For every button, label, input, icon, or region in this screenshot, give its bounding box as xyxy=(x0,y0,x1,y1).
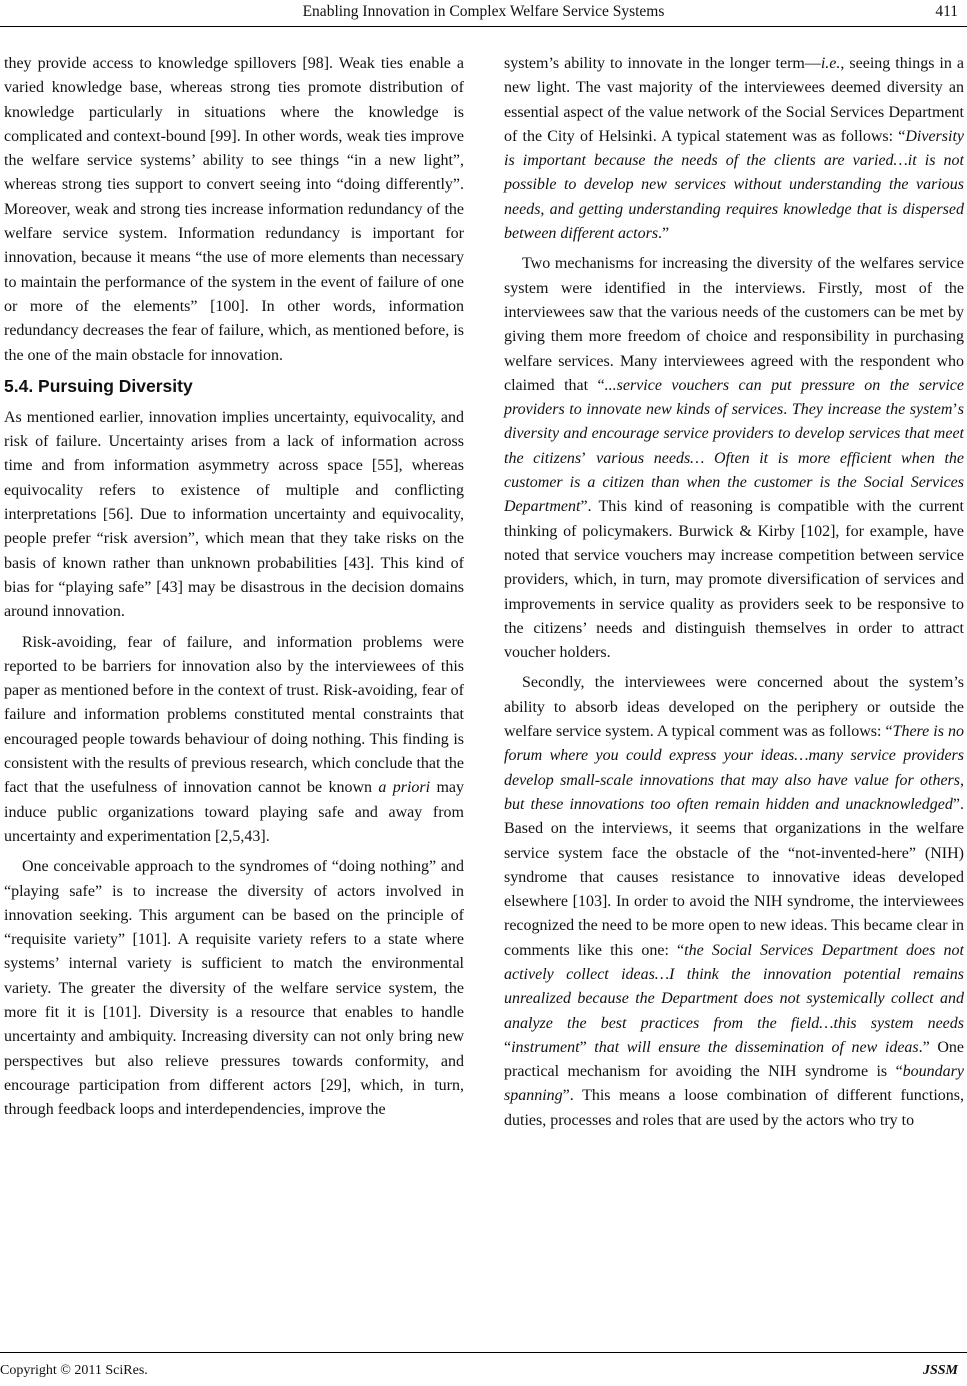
italic-quote: boundary spanning xyxy=(504,1063,964,1105)
paragraph-service-vouchers xyxy=(504,252,964,665)
paragraph-weak-strong-ties: they provide access to knowledge spillovers [98]. Weak ties enable a varied knowledge base, whereas strong ties promote distribution of knowledge particularly in situations where the knowledge is complicated and context-bound [99]. In other words, weak ties improve the welfare service systems’ ability to see things “in a new light”, whereas strong ties support to convert seeing into “doing differently”. Moreover, weak and strong ties increase information redundancy of the welfare service system. Information redundancy is important for innovation, because it means “the use of more elements than necessary to maintain the performance of the system in the event of failure of one or more of the elements” [100]. In other words, information redundancy decreases the fear of failure, which, as mentioned before, is the one of the main obstacle for innovation. xyxy=(4,55,464,364)
text-run: Secondly, the interviewees were concerned about the system’s ability to absorb ideas developed on the periphery or outside the welfare service system. A typical comment was as follows: “ xyxy=(504,674,964,741)
text-run: ”. Based on the interviews, it seems that organizations in the welfare service system face the obstacle of the “not-invented-here” (NIH) syndrome that causes resistance to innovative ideas developed elsewhere [103]. In order to avoid the NIH syndrome, the interviewees recognized the need to be more open to new ideas. This became clear in comments like this one: “ xyxy=(504,795,964,959)
italic-quote: but these innovations too often remain hidden and unacknowledged xyxy=(504,795,953,813)
paragraph-diversity-continued xyxy=(504,52,964,246)
paragraph-requisite-variety: One conceivable approach to the syndromes of “doing nothing” and “playing safe” is to increase the diversity of actors involved in innovation seeking. This argument can be based on the principle of “requisite variety” [101]. A requisite variety refers to a state where systems’ internal variety is sufficient to match the environmental variety. The greater the diversity of the welfare service system, the more fit it is [101]. Diversity is a resource that enables to handle uncertainty and ambiquity. Increasing diversity can not only bring new perspectives but also relieve pressures towards conformity, and encourage participation from different actors [29], which, in turn, through feedback loops and interdependencies, improve the xyxy=(4,858,464,1119)
paragraph-uncertainty: As mentioned earlier, innovation implies uncertainty, equivocality, and risk of failure. Uncertainty arises from a lack of information across time and from information asymmetry across space [55], whereas equivocality refers to existence of multiple and conflicting interpretations [56]. Due to information uncertainty and equivocality, people prefer “risk aversion”, which mean that they take risks on the basis of known rather than unknown probabilities [43]. This kind of bias for “playing safe” [43] may be disastrous in the decision domains around innovation. xyxy=(4,408,464,621)
paragraph-risk-avoiding xyxy=(4,631,464,850)
page-number: 411 xyxy=(935,3,958,20)
text-run: ’ xyxy=(581,449,587,467)
running-head xyxy=(0,0,967,28)
text-run: may induce public organizations toward playing safe and away from uncertainty and experimentation [2,5,43]. xyxy=(4,779,465,845)
italic-quote: Diversity is important because the needs of the clients are varied…it is not possible to develop new services without understanding the various needs, and getting understanding requires knowledge that is dispersed between different actors xyxy=(504,127,964,243)
running-title: Enabling Innovation in Complex Welfare Service Systems xyxy=(302,3,665,20)
text-run: ”. This kind of reasoning is compatible with the current thinking of policymakers. Burwick & Kirby [102], for example, have noted that service vouchers may increase competition between service providers, which, in turn, may promote diversification of services and improvements in service quality as providers seek to be responsive to the citizens’ needs and distinguish themselves in order to attract voucher holders. xyxy=(504,498,964,662)
text-run: system’s ability to innovate in the longer term— xyxy=(504,55,821,72)
header-rule xyxy=(0,26,967,27)
text-run: “ xyxy=(504,1038,512,1056)
italic-run: i.e. xyxy=(820,55,841,72)
text-run: Two mechanisms for increasing the diversity of the welfares service system were identified in the interviews. Firstly, most of the interviewees saw that the various needs of the customers can be met by giving them more freedom of choice and responsibility in purchasing welfare services. Many interviewees agreed with the respondent who claimed that “ xyxy=(504,255,964,394)
copyright-notice: Copyright © 2011 SciRes. xyxy=(0,1363,148,1378)
italic-quote: the Social Services Department does not actively collect ideas…I think the innovation potential remains unrealized because the Department does not systemically collect and analyze the best practices from the field…this system needs xyxy=(504,941,964,1032)
italic-quote: instrument xyxy=(511,1038,580,1056)
italic-quote: There is no forum where you could express your ideas…many service providers develop small-scale innovations that may also have value for others xyxy=(504,723,964,789)
text-run: ”. This means a loose combination of different functions, duties, processes and roles that are used by the actors who try to xyxy=(504,1087,964,1129)
italic-quote: s diversity and encourage service providers to develop services that meet the citizens xyxy=(504,401,965,467)
italic-quote: that will ensure the dissemination of new ideas xyxy=(594,1038,919,1056)
journal-abbreviation: JSSM xyxy=(922,1363,958,1378)
text-run: ” xyxy=(579,1038,595,1056)
italic-quote: ...service vouchers can put pressure on the service providers to innovate new kinds of services xyxy=(504,376,965,419)
text-run: , seeing things in a new light. The vast majority of the interviewees deemed diversity an essential aspect of the value network of the Social Services Department of the City of Helsinki. A typical statement was as follows: “ xyxy=(504,55,964,145)
text-run: . xyxy=(783,401,792,419)
italic-run: a priori xyxy=(378,779,431,797)
italic-quote: various needs… Often it is more efficient when the customer is a citizen than when the customer is the Social Services Department xyxy=(504,449,965,516)
section-heading: 5.4. Pursuing Diversity xyxy=(4,375,193,396)
footer xyxy=(0,1360,967,1384)
text-run: , xyxy=(960,771,964,789)
text-run: .” One practical mechanism for avoiding the NIH syndrome is “ xyxy=(504,1038,965,1081)
text-run: .” xyxy=(658,225,670,243)
text-run: ’ xyxy=(952,401,958,419)
italic-quote: They increase the system xyxy=(791,401,953,419)
right-column xyxy=(504,52,964,1139)
text-run: Risk-avoiding, fear of failure, and information problems were reported to be barriers for innovation also by the interviewees of this paper as mentioned before in the context of trust. Risk-avoiding, fear of failure and information problems constituted mental constraints that encouraged people towards behaviour of doing nothing. This finding is consistent with the results of previous research, which conclude that the fact that the usefulness of innovation cannot be known xyxy=(4,633,464,797)
footer-rule xyxy=(0,1352,967,1353)
left-column xyxy=(4,52,464,1128)
paragraph-nih-syndrome xyxy=(504,671,964,1133)
